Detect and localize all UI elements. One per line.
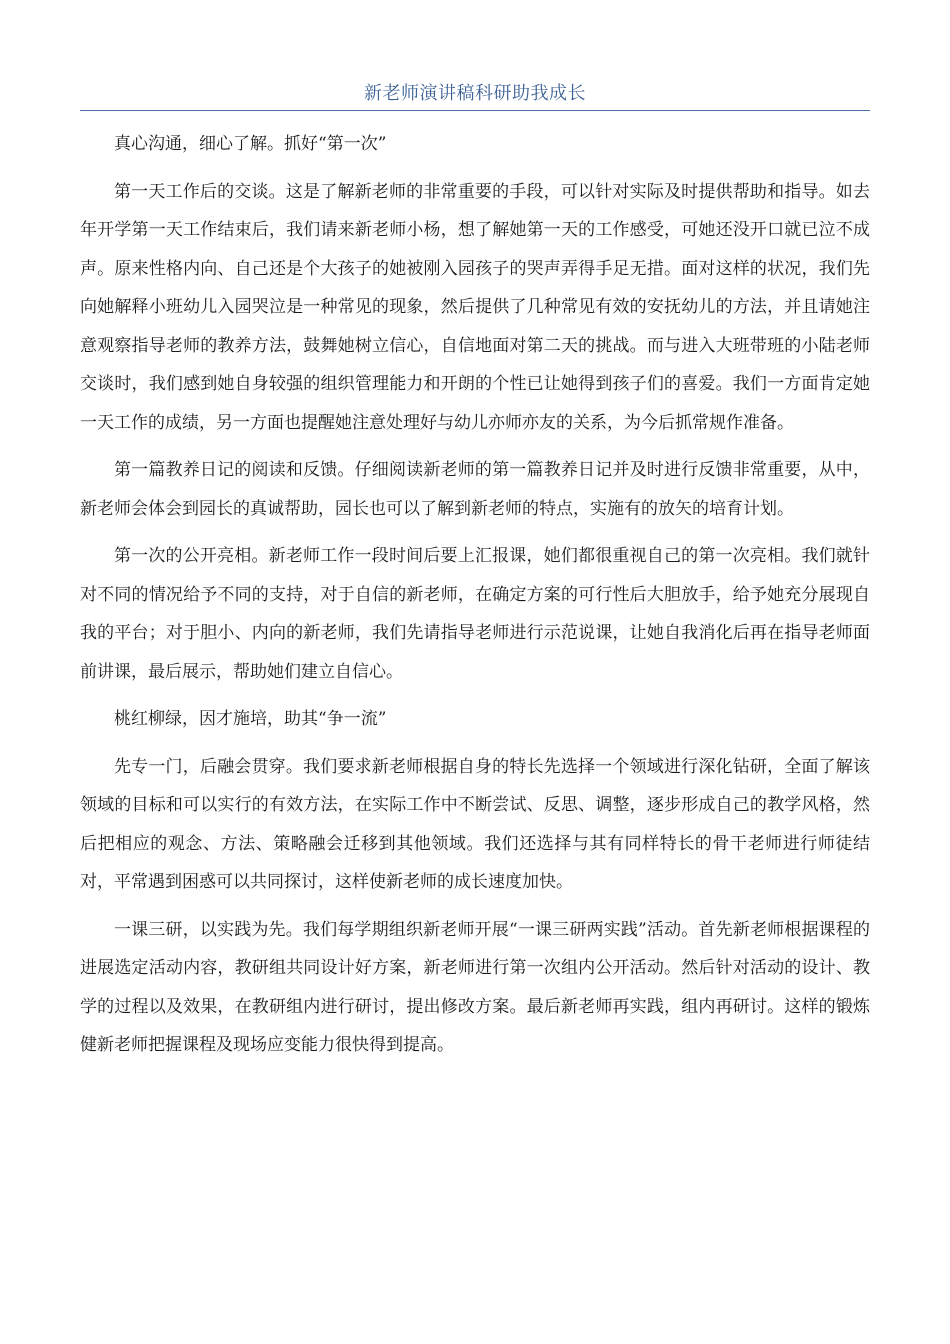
document-body (80, 111, 870, 1065)
paragraph-first-day-talk: 第一天工作后的交谈。这是了解新老师的非常重要的手段，可以针对实际及时提供帮助和指导。如去年开学第一天工作结束后，我们请来新老师小杨，想了解她第一天的工作感受，可她还没开口就已泣不成声。原来性格内向、自己还是个大孩子的她被刚入园孩子的哭声弄得手足无措。面对这样的状况，我们先向她解释小班幼儿入园哭泣是一种常见的现象，然后提供了几种常见有效的安抚幼儿的方法，并且请她注意观察指导老师的教养方法，鼓舞她树立信心，自信地面对第二天的挑战。而与进入大班带班的小陆老师交谈时，我们感到她自身较强的组织管理能力和开朗的个性已让她得到孩子们的喜爱。我们一方面肯定她一天工作的成绩，另一方面也提醒她注意处理好与幼儿亦师亦友的关系，为今后抓常规作准备。 (80, 181, 870, 433)
paragraph-first-diary: 第一篇教养日记的阅读和反馈。仔细阅读新老师的第一篇教养日记并及时进行反馈非常重要，从中，新老师会体会到园长的真诚帮助，园长也可以了解到新老师的特点，实施有的放矢的培育计划。 (80, 460, 870, 519)
document-page (80, 0, 870, 1074)
paragraph-first-public-lesson: 第一次的公开亮相。新老师工作一段时间后要上汇报课，她们都很重视自己的第一次亮相。我们就针对不同的情况给予不同的支持，对于自信的新老师，在确定方案的可行性后大胆放手，给予她充分展现自我的平台；对于胆小、内向的新老师，我们先请指导老师进行示范说课，让她自我消化后再在指导老师面前讲课，最后展示，帮助她们建立自信心。 (80, 546, 870, 682)
page-header (80, 0, 870, 111)
paragraph-one-lesson-three-studies: 一课三研，以实践为先。我们每学期组织新老师开展“一课三研两实践”活动。首先新老师根据课程的进展选定活动内容，教研组共同设计好方案，新老师进行第一次组内公开活动。然后针对活动的设计、教学的过程以及效果，在教研组内进行研讨，提出修改方案。最后新老师再实践，组内再研讨。这样的锻炼健新老师把握课程及现场应变能力很快得到提高。 (80, 919, 870, 1055)
section-heading-communication: 真心沟通，细心了解。抓好“第一次” (114, 134, 387, 154)
paragraph-specialize-first: 先专一门，后融会贯穿。我们要求新老师根据自身的特长先选择一个领域进行深化钻研，全面了解该领域的目标和可以实行的有效方法，在实际工作中不断尝试、反思、调整，逐步形成自己的教学风格，然后把相应的观念、方法、策略融会迁移到其他领域。我们还选择与其有同样特长的骨干老师进行师徒结对，平常遇到困惑可以共同探讨，这样使新老师的成长速度加快。 (80, 756, 870, 892)
document-title: 新老师演讲稿科研助我成长 (364, 83, 586, 104)
section-heading-cultivation: 桃红柳绿，因才施培，助其“争一流” (114, 709, 387, 729)
